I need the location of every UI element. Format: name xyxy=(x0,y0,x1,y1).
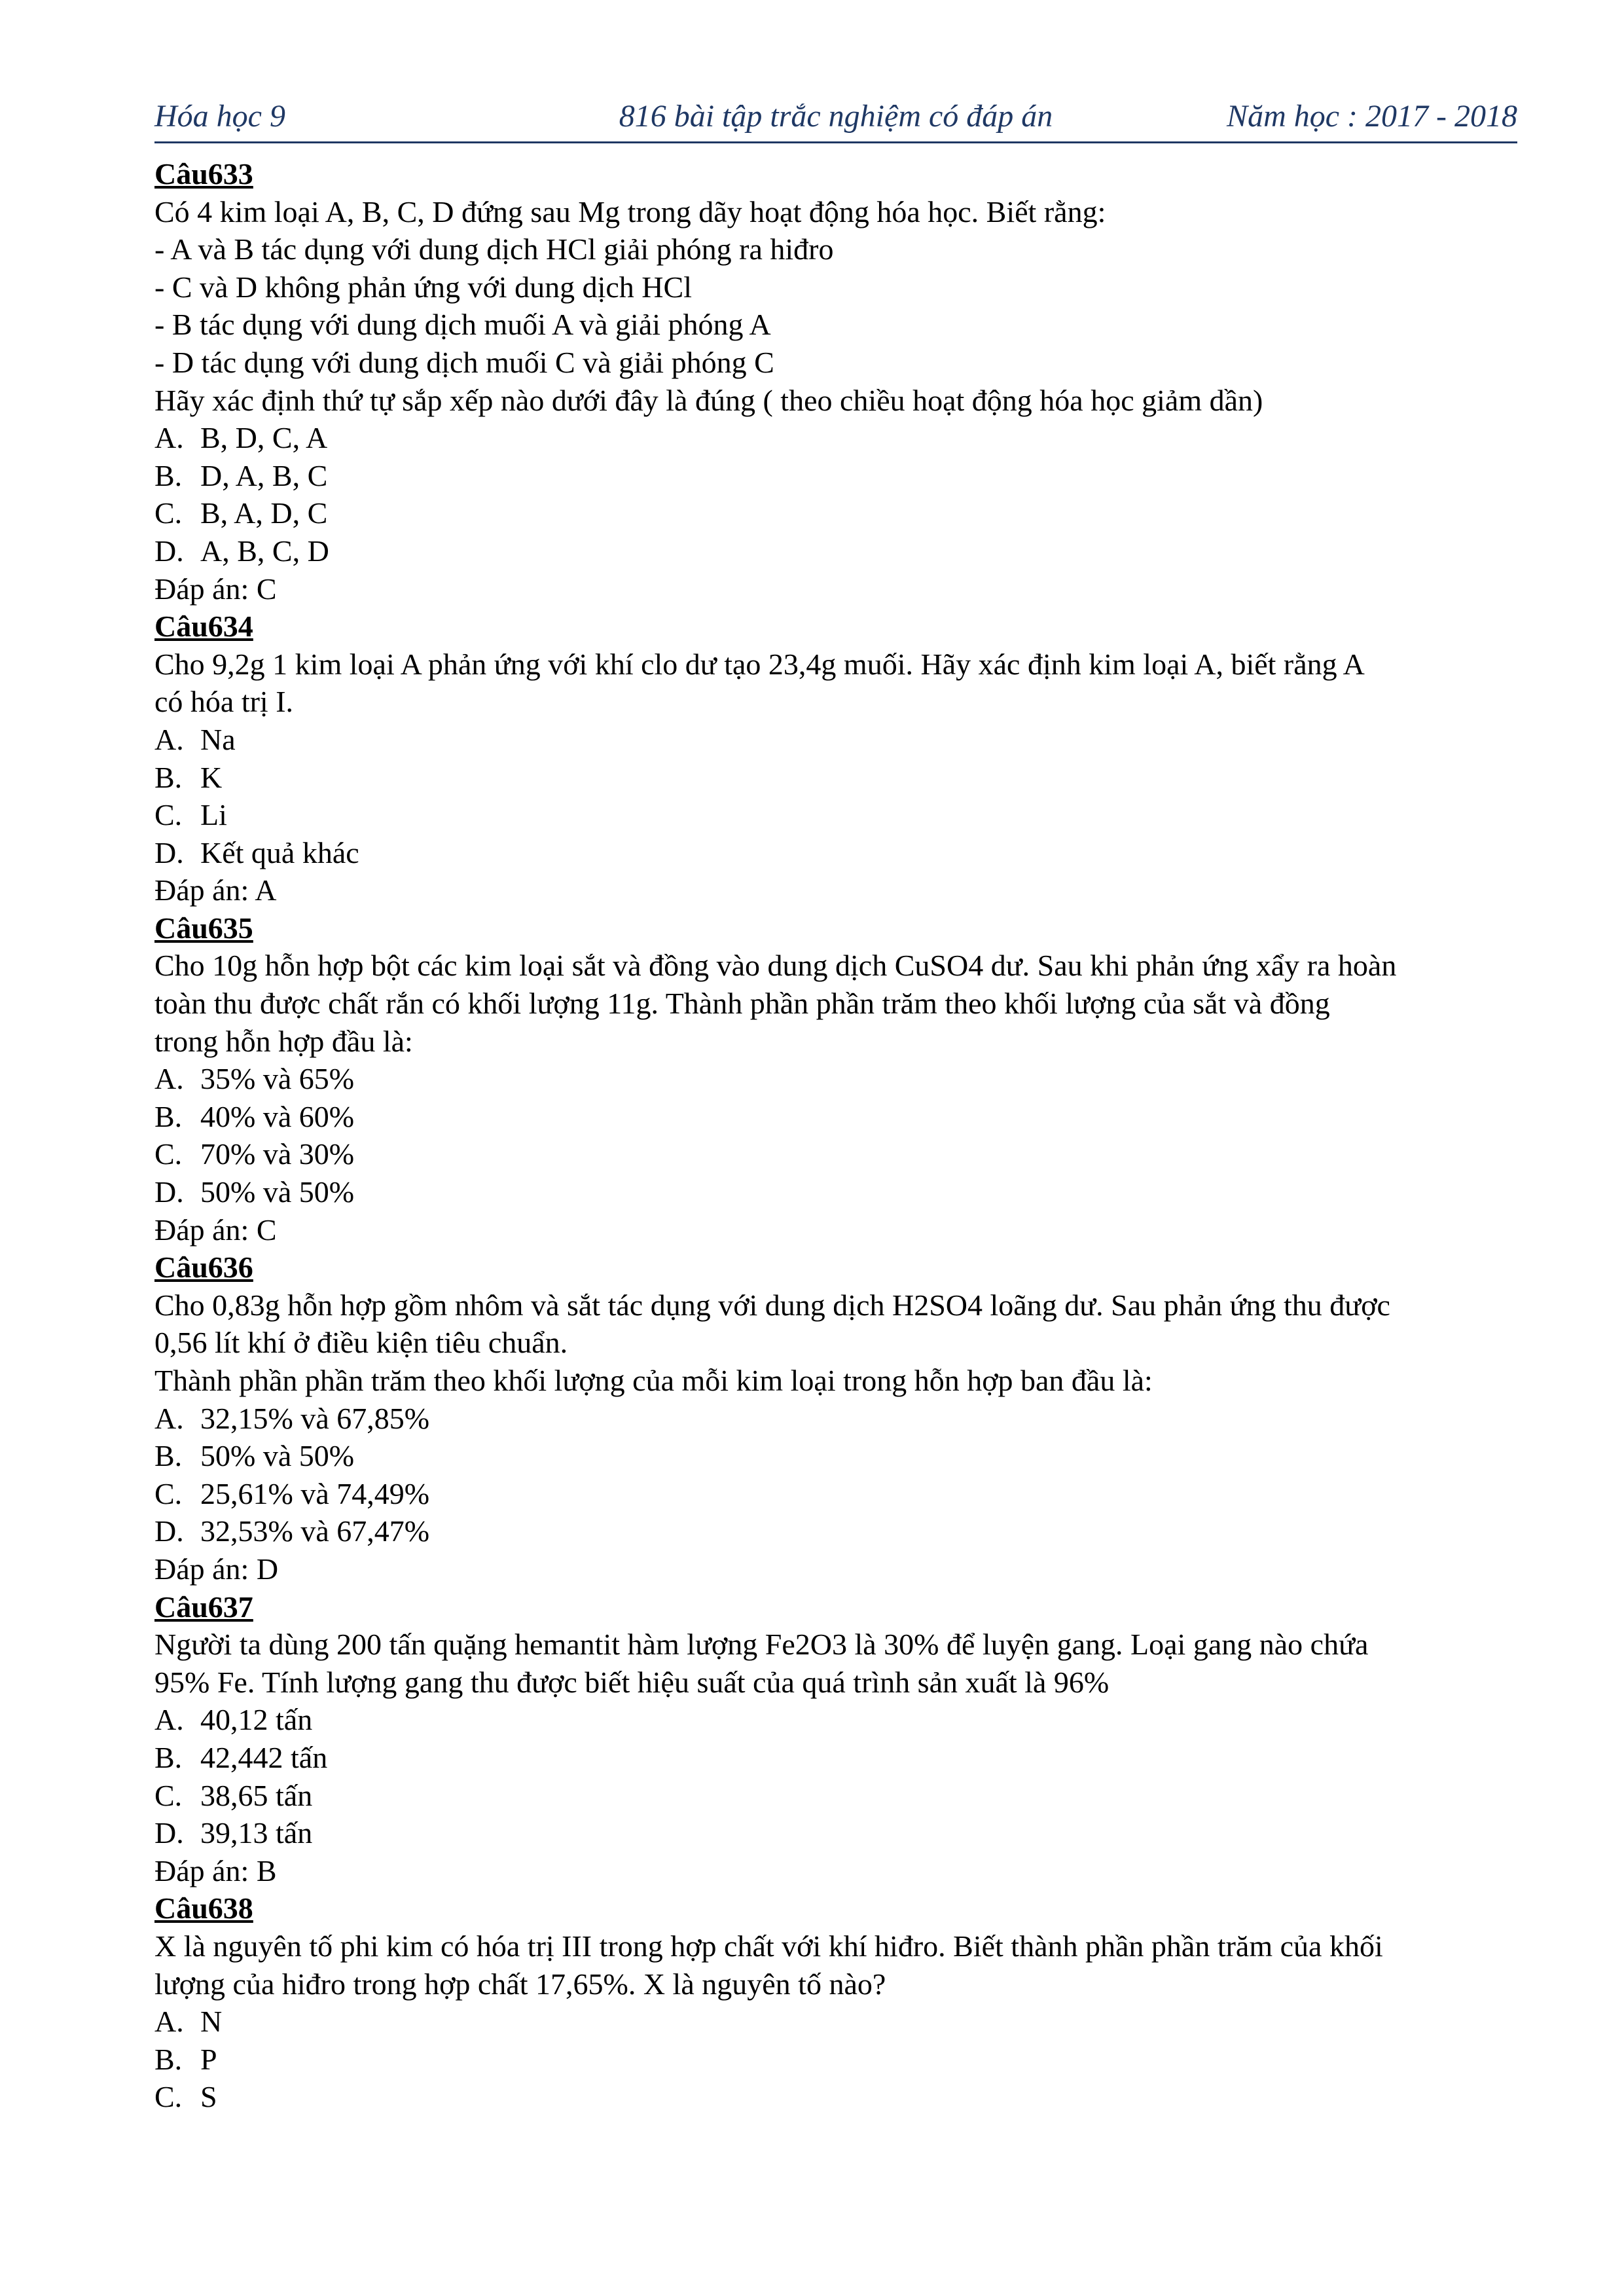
answer-option xyxy=(154,1512,1517,1550)
answer-option xyxy=(154,419,1517,457)
option-letter: B. xyxy=(154,1099,183,1133)
option-letter: D. xyxy=(154,1816,184,1850)
answer-option xyxy=(154,1135,1517,1173)
answer-option xyxy=(154,457,1517,495)
option-letter: C. xyxy=(154,1476,183,1510)
option-text: 50% và 50% xyxy=(200,1175,355,1209)
option-letter: A. xyxy=(154,1703,184,1737)
option-letter: A. xyxy=(154,1062,184,1096)
header-subject: Hóa học 9 xyxy=(154,99,285,134)
option-letter: A. xyxy=(154,1401,184,1435)
answer-key: Đáp án: B xyxy=(154,1853,277,1887)
answer-option xyxy=(154,1173,1517,1211)
question-text-line: - A và B tác dụng với dung dịch HCl giải phóng ra hiđro xyxy=(154,232,834,266)
option-text: D, A, B, C xyxy=(200,458,328,492)
question-text-line: có hóa trị I. xyxy=(154,685,294,719)
option-text: S xyxy=(200,2080,217,2114)
option-letter: B. xyxy=(154,2042,183,2076)
answer-option xyxy=(154,2003,1517,2041)
question-text-line: Cho 0,83g hỗn hợp gồm nhôm và sắt tác dụng với dung dịch H2SO4 loãng dư. Sau phản ứng thu được xyxy=(154,1288,1390,1322)
option-text: B, D, C, A xyxy=(200,421,328,455)
option-letter: C. xyxy=(154,2080,183,2114)
header-title: 816 bài tập trắc nghiệm có đáp án xyxy=(619,99,1053,134)
option-text: A, B, C, D xyxy=(200,534,329,568)
answer-option xyxy=(154,2041,1517,2079)
question-text-line: Cho 10g hỗn hợp bột các kim loại sắt và đồng vào dung dịch CuSO4 dư. Sau khi phản ứng xẩy ra hoàn xyxy=(154,949,1397,983)
option-text: 50% và 50% xyxy=(200,1439,355,1473)
question-block xyxy=(154,1889,1517,2116)
question-text-line: 0,56 lít khí ở điều kiện tiêu chuẩn. xyxy=(154,1326,568,1360)
question-text-line: Cho 9,2g 1 kim loại A phản ứng với khí clo dư tạo 23,4g muối. Hãy xác định kim loại A, biết rằng A xyxy=(154,647,1365,681)
question-text-line: Hãy xác định thứ tự sắp xếp nào dưới đây là đúng ( theo chiều hoạt động hóa học giảm dần) xyxy=(154,383,1263,417)
question-text-line: trong hỗn hợp đầu là: xyxy=(154,1024,413,1058)
answer-option xyxy=(154,796,1517,834)
option-letter: D. xyxy=(154,1175,184,1209)
question-block xyxy=(154,1588,1517,1890)
question-block xyxy=(154,155,1517,608)
question-title: Câu633 xyxy=(154,157,253,191)
option-text: Na xyxy=(200,722,236,756)
page-header xyxy=(154,92,1517,143)
option-letter: C. xyxy=(154,798,183,832)
option-letter: A. xyxy=(154,421,184,455)
option-text: 70% và 30% xyxy=(200,1137,355,1171)
answer-option xyxy=(154,1060,1517,1098)
question-text-line: X là nguyên tố phi kim có hóa trị III trong hợp chất với khí hiđro. Biết thành phần phần trăm của khối xyxy=(154,1929,1383,1963)
option-letter: B. xyxy=(154,458,183,492)
question-block xyxy=(154,608,1517,909)
answer-option xyxy=(154,532,1517,570)
question-text-line: Người ta dùng 200 tấn quặng hemantit hàm lượng Fe2O3 là 30% để luyện gang. Loại gang nào chứa xyxy=(154,1628,1369,1662)
option-text: Li xyxy=(200,798,227,832)
question-text-line: lượng của hiđro trong hợp chất 17,65%. X là nguyên tố nào? xyxy=(154,1967,886,2001)
option-letter: D. xyxy=(154,835,184,869)
answer-option xyxy=(154,494,1517,532)
answer-key: Đáp án: C xyxy=(154,1212,277,1247)
option-letter: B. xyxy=(154,1740,183,1774)
option-text: 40% và 60% xyxy=(200,1099,355,1133)
option-text: 38,65 tấn xyxy=(200,1778,313,1812)
answer-option xyxy=(154,1475,1517,1513)
question-list xyxy=(154,155,1517,2116)
option-text: 35% và 65% xyxy=(200,1062,355,1096)
answer-key: Đáp án: A xyxy=(154,873,277,907)
option-letter: A. xyxy=(154,2005,184,2039)
option-text: P xyxy=(200,2042,217,2076)
option-letter: C. xyxy=(154,496,183,530)
question-text-line: - D tác dụng với dung dịch muối C và giải phóng C xyxy=(154,345,774,379)
option-letter: D. xyxy=(154,534,184,568)
answer-option xyxy=(154,721,1517,759)
option-text: 40,12 tấn xyxy=(200,1703,313,1737)
answer-key: Đáp án: D xyxy=(154,1552,279,1586)
answer-option xyxy=(154,1814,1517,1852)
answer-option xyxy=(154,759,1517,797)
answer-option xyxy=(154,834,1517,872)
option-text: 42,442 tấn xyxy=(200,1740,328,1774)
question-text-line: - B tác dụng với dung dịch muối A và giải phóng A xyxy=(154,308,771,342)
option-text: 25,61% và 74,49% xyxy=(200,1476,430,1510)
option-text: 32,15% và 67,85% xyxy=(200,1401,430,1435)
answer-option xyxy=(154,1777,1517,1815)
question-text-line: Thành phần phần trăm theo khối lượng của mỗi kim loại trong hỗn hợp ban đầu là: xyxy=(154,1364,1153,1397)
option-text: K xyxy=(200,760,223,794)
option-letter: C. xyxy=(154,1778,183,1812)
question-text-line: - C và D không phản ứng với dung dịch HCl xyxy=(154,270,692,304)
option-text: B, A, D, C xyxy=(200,496,328,530)
question-text-line: 95% Fe. Tính lượng gang thu được biết hiệu suất của quá trình sản xuất là 96% xyxy=(154,1665,1110,1699)
question-title: Câu634 xyxy=(154,610,253,644)
option-text: 39,13 tấn xyxy=(200,1816,313,1850)
question-title: Câu635 xyxy=(154,911,253,945)
option-text: N xyxy=(200,2005,223,2039)
question-block xyxy=(154,909,1517,1248)
option-text: 32,53% và 67,47% xyxy=(200,1514,430,1548)
answer-option xyxy=(154,1739,1517,1777)
question-title: Câu636 xyxy=(154,1250,253,1285)
answer-option xyxy=(154,1098,1517,1136)
question-title: Câu637 xyxy=(154,1590,253,1624)
option-letter: B. xyxy=(154,1439,183,1473)
answer-option xyxy=(154,1400,1517,1438)
answer-option xyxy=(154,1701,1517,1739)
answer-option xyxy=(154,1437,1517,1475)
option-letter: B. xyxy=(154,760,183,794)
question-block xyxy=(154,1248,1517,1588)
question-title: Câu638 xyxy=(154,1891,253,1925)
answer-option xyxy=(154,2078,1517,2116)
option-letter: D. xyxy=(154,1514,184,1548)
question-text-line: Có 4 kim loại A, B, C, D đứng sau Mg trong dãy hoạt động hóa học. Biết rằng: xyxy=(154,194,1106,228)
answer-key: Đáp án: C xyxy=(154,572,277,606)
option-letter: A. xyxy=(154,722,184,756)
header-school-year: Năm học : 2017 - 2018 xyxy=(1227,99,1517,134)
option-text: Kết quả khác xyxy=(200,835,359,869)
question-text-line: toàn thu được chất rắn có khối lượng 11g. Thành phần phần trăm theo khối lượng của sắt và đồng xyxy=(154,987,1330,1021)
option-letter: C. xyxy=(154,1137,183,1171)
